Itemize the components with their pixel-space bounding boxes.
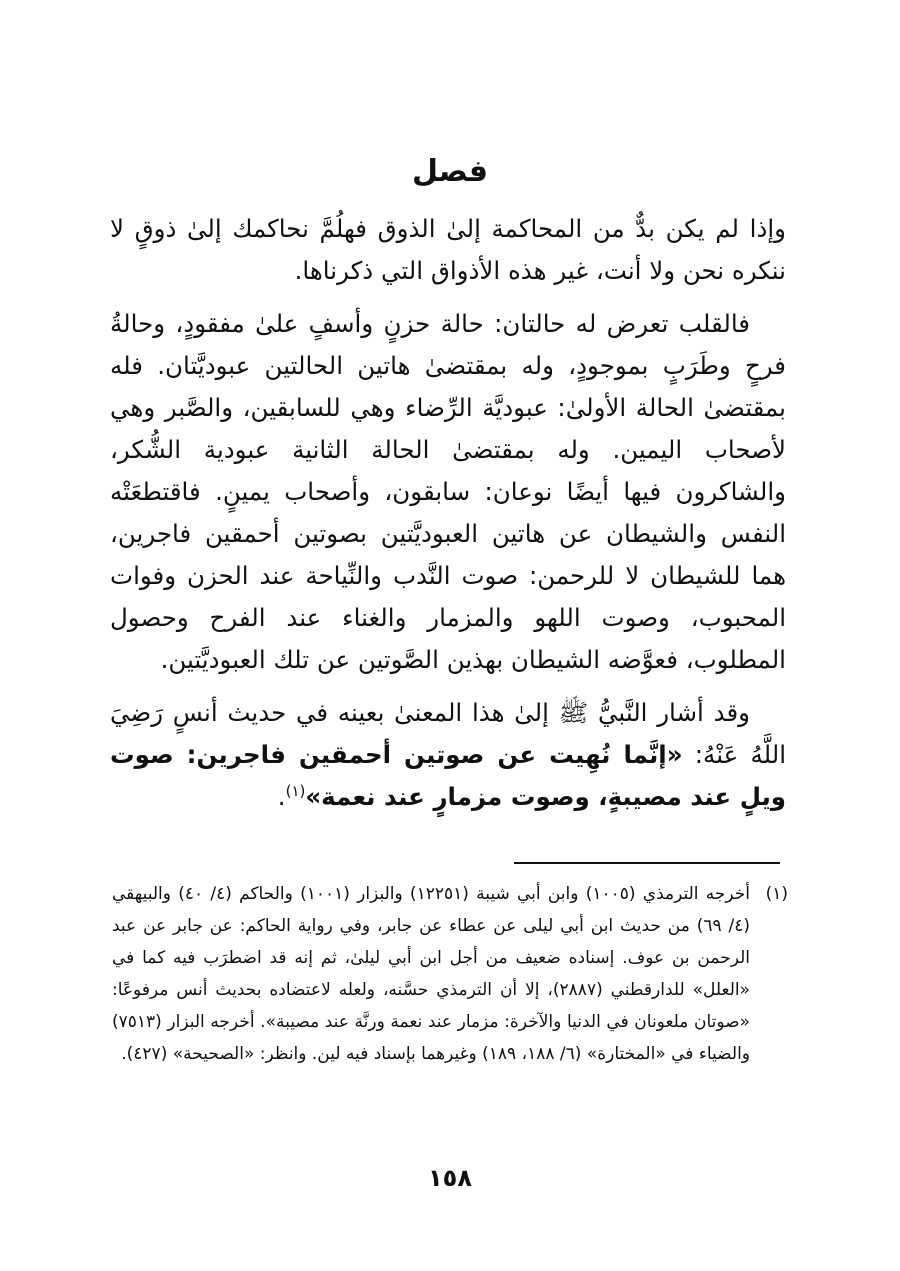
paragraph-intro: وإذا لم يكن بدٌّ من المحاكمة إلىٰ الذوق فهلُمَّ نحاكمك إلىٰ ذوقٍ لا ننكره نحن ولا أنت، غير هذه الأذواق التي ذكرناها. bbox=[110, 214, 786, 285]
footnote-number: (١) bbox=[765, 884, 788, 904]
paragraph-hadith bbox=[110, 692, 786, 818]
paragraph-two-states: فالقلب تعرض له حالتان: حالة حزنٍ وأسفٍ علىٰ مفقودٍ، وحالةُ فرحٍ وطَرَبٍ بموجودٍ، وله بمقتضىٰ هاتين الحالتين عبوديَّتان. فله بمقتضىٰ الحالة الأولىٰ: عبوديَّة الرِّضاء وهي للسابقين، والصَّبر وهي لأصحاب اليمين. وله بمقتضىٰ الحالة الثانية عبودية الشُّكر، والشاكرون فيها أيضًا نوعان: سابقون، وأصحاب يمينٍ. فاقتطعَتْه النفس والشيطان عن هاتين العبوديَّتين بصوتين أحمقين فاجرين، هما للشيطان لا للرحمن: صوت النَّدب والنِّياحة عند الحزن وفوات المحبوب، وصوت اللهو والمزمار والغناء عند الفرح وحصول المطلوب، فعوَّضه الشيطان بهذين الصَّوتين عن تلك العبوديَّتين. bbox=[110, 309, 786, 674]
footnote bbox=[112, 878, 788, 1070]
footnote-reference[interactable]: (١) bbox=[285, 781, 306, 800]
section-heading: فصل bbox=[412, 154, 488, 189]
page-number: ١٥٨ bbox=[428, 1164, 472, 1192]
hadith-quote: «إنَّما نُهِيت عن صوتين أحمقين فاجرين: صوت ويلٍ عند مصيبةٍ، وصوت مزمارٍ عند نعمة» bbox=[110, 740, 786, 811]
footnote-text: أخرجه الترمذي (١٠٠٥) وابن أبي شيبة (١٢٢٥١) والبزار (١٠٠١) والحاكم (٤/ ٤٠) والبيهقي (٤/ ٦٩) من حديث ابن أبي ليلى عن عطاء عن جابر، وفي رواية الحاكم: عن جابر عن عبد الرحمن بن عوف. إسناده ضعيف من أجل ابن أبي ليلىٰ، ثم إنه قد اضطرَب فيه كما في «العلل» للدارقطني (٢٨٨٧)، إلا أن الترمذي حسَّنه، ولعله لاعتضاده بحديث أنس مرفوعًا: «صوتان ملعونان في الدنيا والآخرة: مزمار عند نعمة ورنَّة عند مصيبة». أخرجه البزار (٧٥١٣) والضياء في «المختارة» (٦/ ١٨٨، ١٨٩) وغيرهما بإسناد فيه لين. وانظر: «الصحيحة» (٤٢٧). bbox=[112, 884, 751, 1064]
footnote-divider bbox=[514, 862, 780, 864]
main-text bbox=[110, 208, 786, 829]
paragraph-end-mark: . bbox=[277, 782, 286, 811]
hadith-intro: وقد أشار النَّبيُّ ﷺ إلىٰ هذا المعنىٰ بعينه في حديث أنسٍ رَضِيَ اللَّهُ عَنْهُ: bbox=[110, 698, 786, 769]
